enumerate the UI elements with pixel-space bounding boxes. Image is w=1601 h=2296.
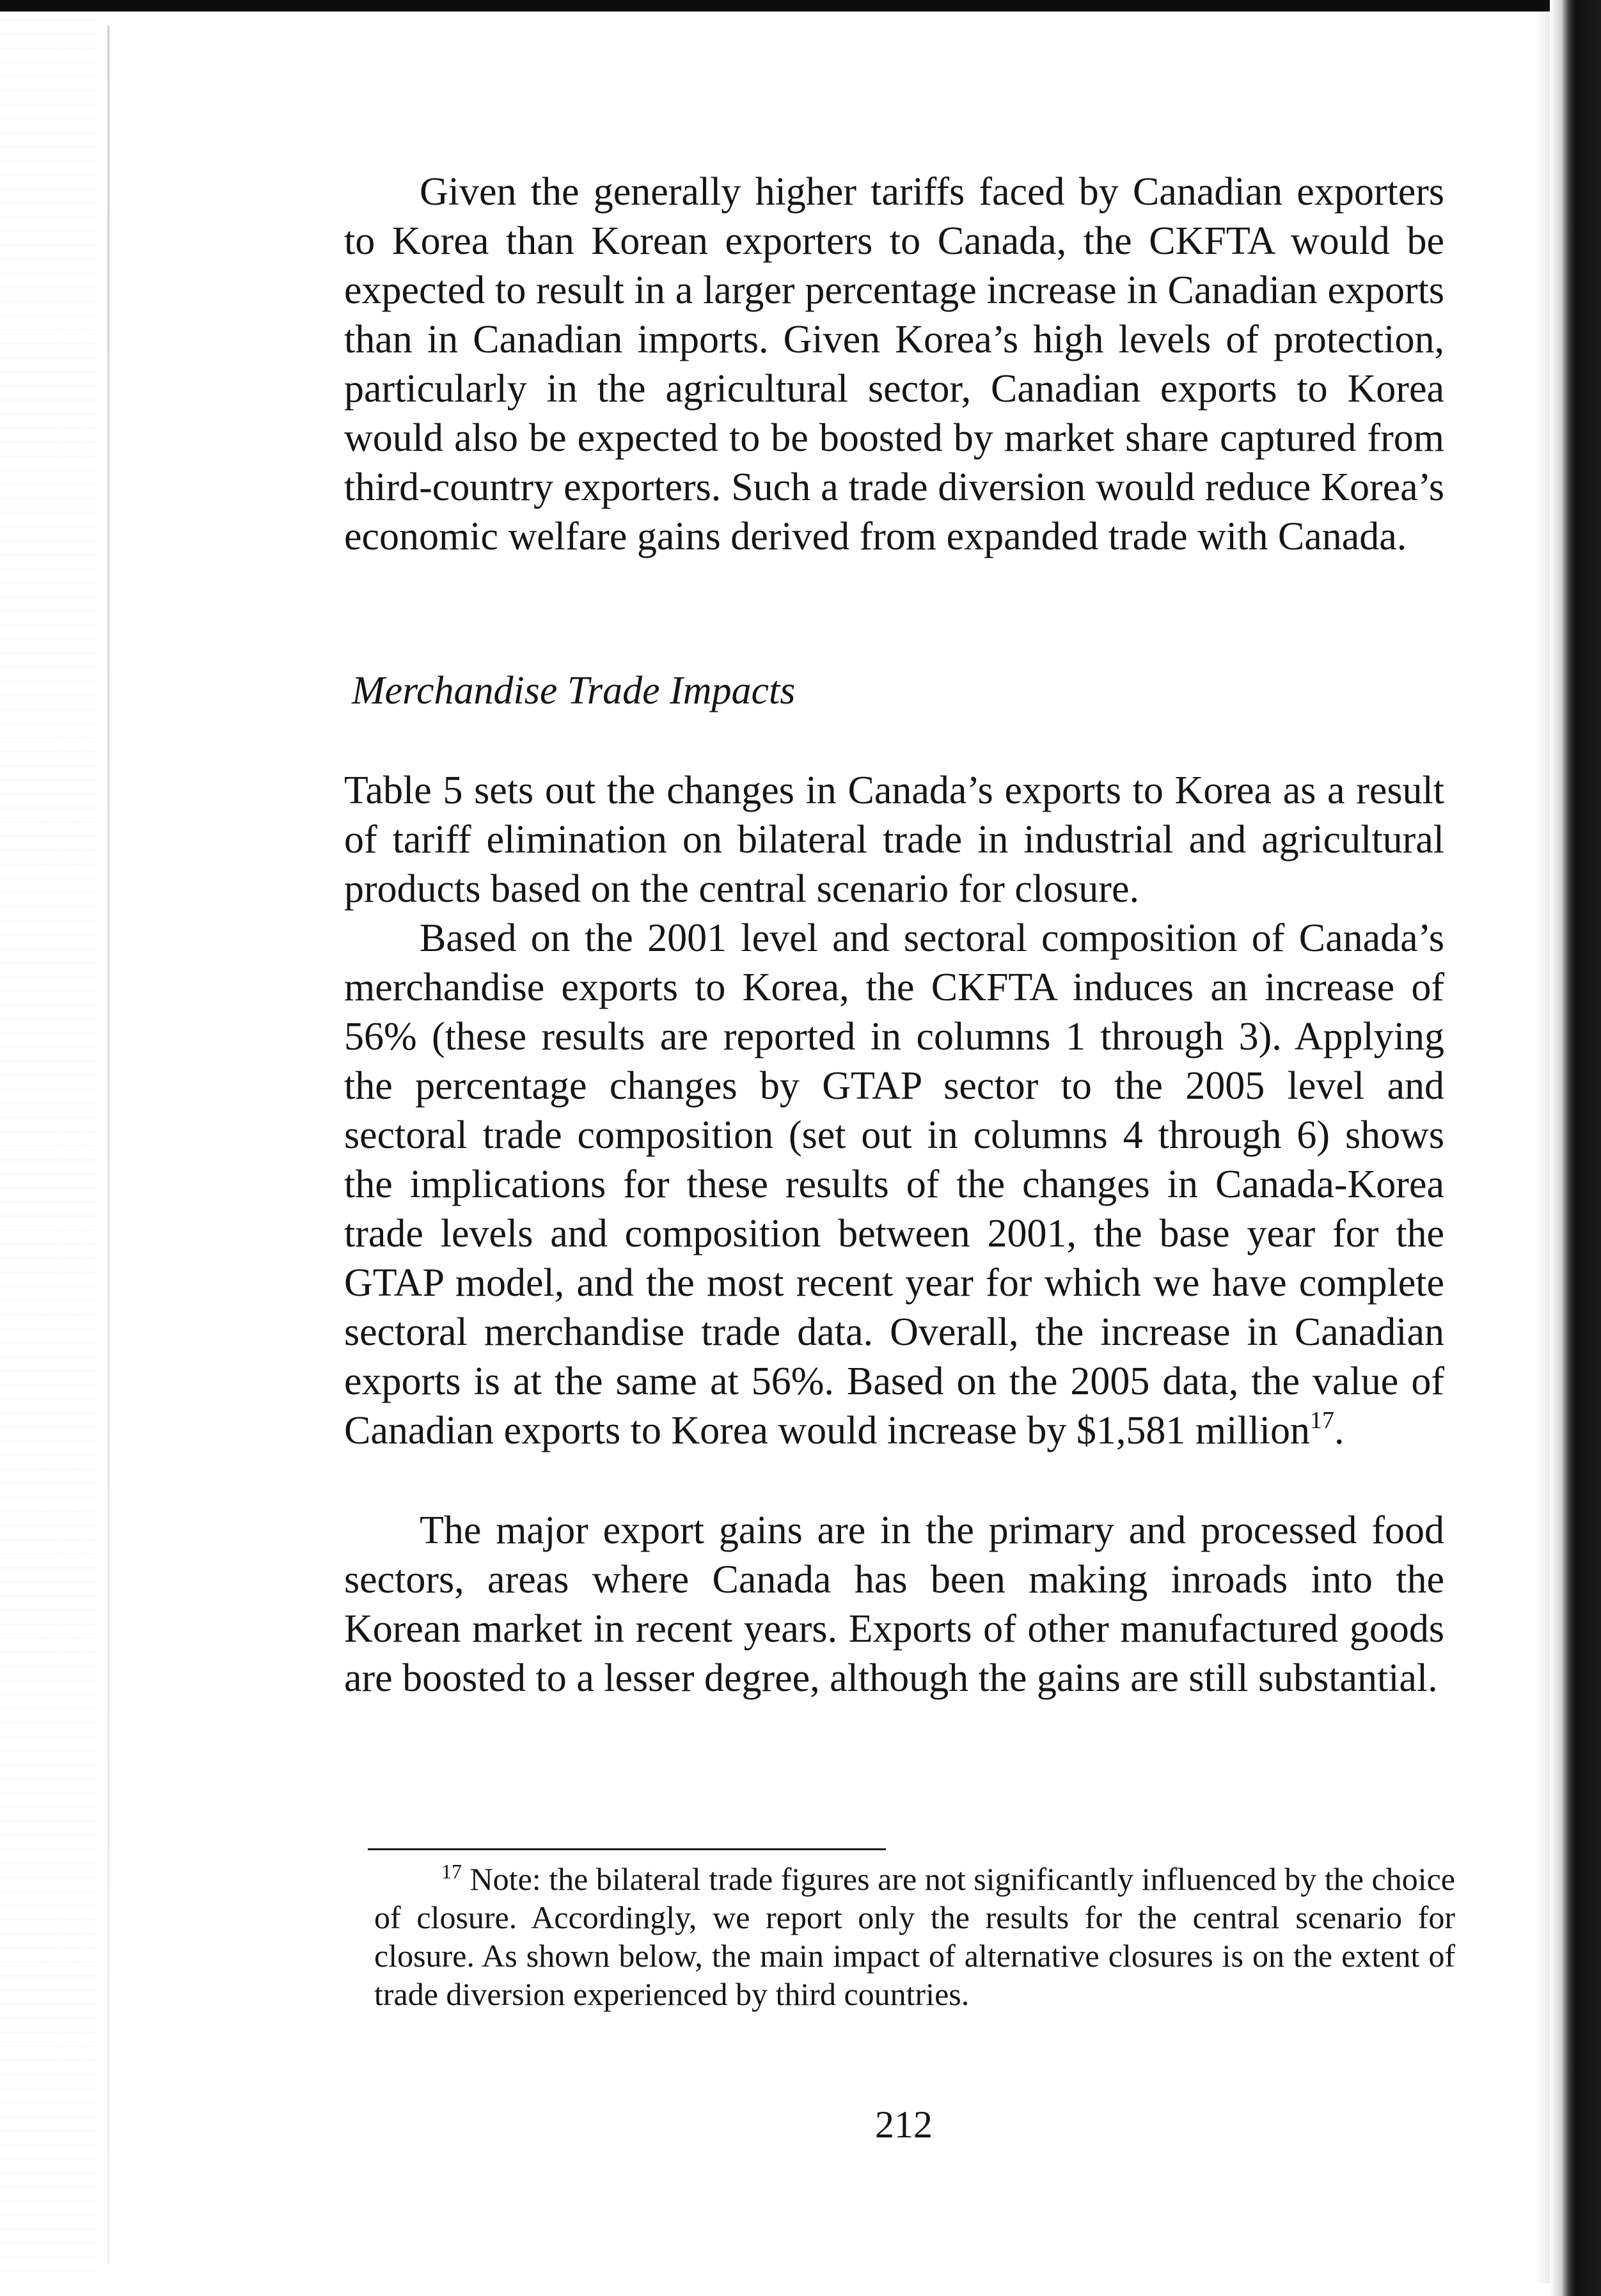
scan-right-edge	[1550, 0, 1601, 2296]
footnote-number: 17	[441, 1860, 462, 1883]
scan-gutter-line	[107, 26, 109, 2264]
footnote-divider	[368, 1848, 886, 1850]
scan-top-edge	[0, 0, 1601, 12]
paragraph-3	[344, 914, 1444, 1456]
section-heading: Merchandise Trade Impacts	[352, 669, 796, 712]
paragraph-1: Given the generally higher tariffs faced by Canadian exporters to Korea than Korean exporters to Canada, the CKFTA would be expected to result in a larger percentage increase in Canadian exports than in Canadian imports. Given Korea’s high levels of protection, particularly in the agricultural sector, Canadian exports to Korea would also be expected to be boosted by market share captured from third-country exporters. Such a trade diversion would reduce Korea’s economic welfare gains derived from expanded trade with Canada.	[344, 170, 1444, 558]
scan-right-shadow	[1534, 13, 1550, 2283]
scan-margin-speckle	[0, 19, 96, 2283]
footnote	[374, 1860, 1455, 2013]
footnote-text: Note: the bilateral trade figures are not significantly influenced by the choice of closure. Accordingly, we report only the results for the central scenario for closure. As shown below, the main impact of alternative closures is on the extent of trade diversion experienced by third countries.	[374, 1861, 1455, 2012]
page-number: 212	[875, 2103, 933, 2146]
footnote-reference: 17	[1310, 1407, 1335, 1434]
paragraph-3-text: Based on the 2001 level and sectoral composition of Canada’s merchandise exports to Korea, the CKFTA induces an increase of 56% (these results are reported in columns 1 through 3). Applying the percentage changes by GTAP sector to the 2005 level and sectoral trade composition (set out in columns 4 through 6) shows the implications for these results of the changes in Canada-Korea trade levels and composition between 2001, the base year for the GTAP model, and the most recent year for which we have complete sectoral merchandise trade data. Overall, the increase in Canadian exports is at the same at 56%. Based on the 2005 data, the value of Canadian exports to Korea would increase by $1,581 million	[344, 916, 1444, 1452]
paragraph-3-period: .	[1334, 1409, 1345, 1452]
paragraph-2: Table 5 sets out the changes in Canada’s exports to Korea as a result of tariff elimination on bilateral trade in industrial and agricultural products based on the central scenario for closure.	[344, 769, 1444, 911]
paragraph-4: The major export gains are in the primary and processed food sectors, areas where Canada has been making inroads into the Korean market in recent years. Exports of other manufactured goods are boosted to a lesser degree, although the gains are still substantial.	[344, 1509, 1444, 1700]
